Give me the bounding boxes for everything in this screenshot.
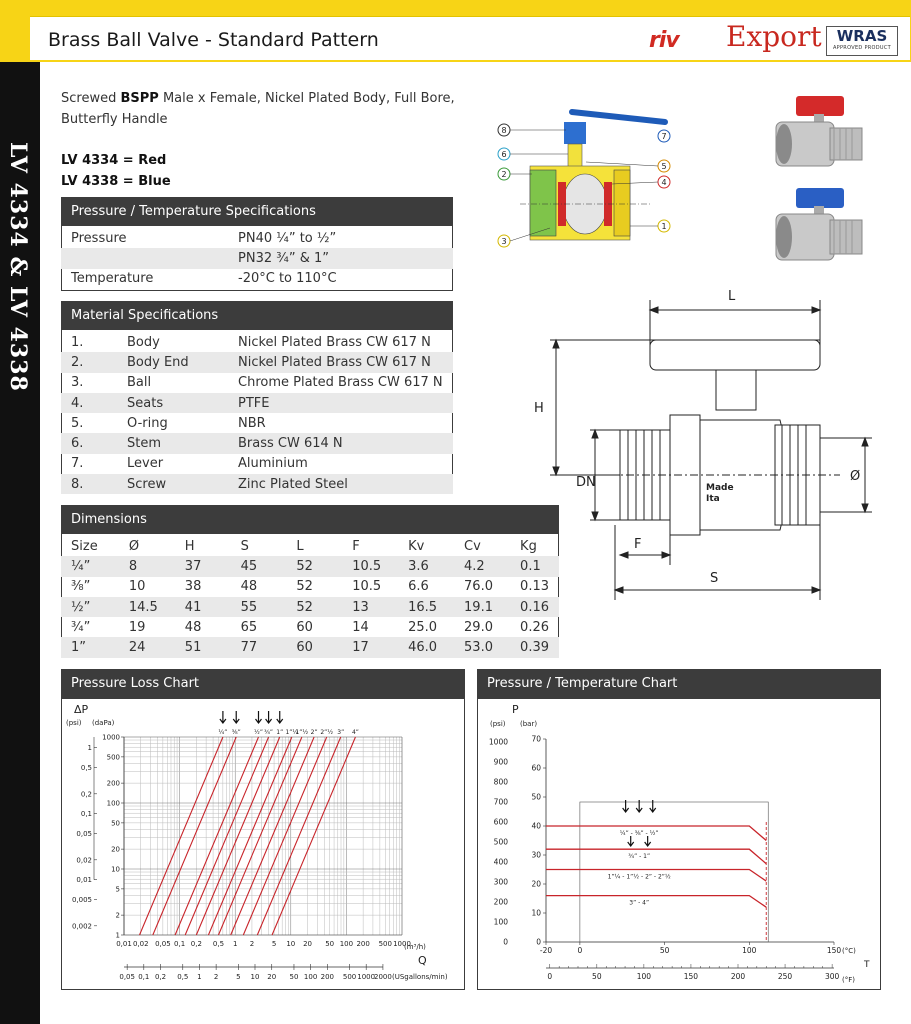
loss-series-line (257, 737, 340, 935)
loss-series-label: 2” (310, 729, 318, 736)
dimension-cell: 0.13 (520, 579, 549, 595)
loss-m3h-tick: 2 (249, 940, 255, 948)
lever-shape (572, 112, 665, 122)
pt-celsius-tick: 100 (742, 946, 757, 955)
product-description (61, 88, 461, 130)
body-end-shape (530, 170, 556, 236)
pressure-value: PN40 ¼” to ½” (238, 230, 337, 246)
material-spec-heading: Material Specifications (61, 301, 453, 330)
loss-usg-tick: 1 (197, 973, 202, 981)
pt-psi-tick: 500 (493, 837, 508, 847)
material-cell-num: 3. (71, 375, 84, 391)
loss-m3h-tick: 100 (339, 940, 354, 948)
dim-label-s: S (710, 571, 719, 586)
table-row (61, 393, 453, 413)
column-header: L (296, 538, 304, 554)
table-row (61, 248, 453, 268)
pressure-loss-heading: Pressure Loss Chart (61, 669, 465, 698)
loss-series-label: 2”½ (320, 729, 334, 736)
loss-series-label: ¼” (218, 729, 228, 736)
callout-7: 7 (661, 132, 667, 141)
loss-m3h-tick: 0,01 (116, 940, 132, 948)
desc-suffix: Male x Female, Nickel Plated Body, Full Bore, Butterfly Handle (61, 91, 455, 127)
pt-bar-tick: 20 (531, 879, 541, 889)
material-cell-material: Brass CW 614 N (228, 433, 453, 453)
dimension-cell: 10.5 (352, 579, 382, 595)
dimension-cell: 14 (352, 619, 369, 635)
callout-4: 4 (661, 178, 667, 187)
export-logo: Export (726, 20, 822, 53)
loss-usg-tick: 200 (320, 973, 335, 981)
temperature-value: -20°C to 110°C (238, 271, 337, 287)
callout-2: 2 (501, 170, 507, 179)
table-row (61, 269, 453, 289)
page-title: Brass Ball Valve - Standard Pattern (48, 29, 379, 51)
down-arrow-icon (266, 711, 272, 723)
table-row (61, 597, 559, 617)
material-cell-part: Seats (117, 393, 228, 413)
table-row (61, 454, 453, 474)
dimension-cell: 0.26 (520, 619, 549, 635)
riv-logo: riv (649, 28, 679, 53)
dimension-drawing (520, 280, 900, 610)
italy-stamp: Ita (706, 494, 720, 504)
pressure-label-2 (61, 248, 228, 268)
pressure-loss-frame (61, 698, 465, 990)
dimension-cell: 41 (175, 597, 231, 617)
pt-psi-tick: 700 (493, 797, 508, 807)
loss-m3h-tick: 200 (356, 940, 370, 948)
column-header: Size (71, 538, 98, 554)
loss-psi-tick: 0,01 (76, 876, 92, 885)
pt-bar-tick: 10 (531, 908, 541, 918)
pt-ylabel: P (512, 703, 519, 716)
wras-badge (826, 26, 898, 56)
pressure-loss-chart (62, 699, 464, 989)
pressure-label: Pressure (71, 230, 127, 246)
model-list (61, 150, 171, 192)
table-row (61, 352, 453, 372)
pt-fahrenheit-tick: 100 (636, 972, 652, 981)
material-cell-part: Lever (127, 456, 164, 472)
dimension-cell: 8 (119, 556, 175, 576)
material-cell-material: Chrome Plated Brass CW 617 N (238, 375, 443, 391)
loss-dapa-tick: 1000 (102, 733, 120, 742)
blue-valve-photo (770, 184, 870, 268)
dim-label-dn: DN (576, 475, 596, 490)
loss-usg-tick: 100 (303, 973, 318, 981)
pt-series-label: 3” - 4” (629, 899, 650, 907)
pt-bar-tick: 40 (531, 821, 541, 831)
pt-celsius-tick: 150 (826, 946, 842, 955)
pt-series-label: ¼” - ⅜” - ½” (619, 830, 659, 837)
loss-m3h-tick: 50 (325, 940, 335, 948)
column-header: Cv (464, 538, 481, 554)
red-handle (796, 96, 844, 116)
loss-series-label: 4” (351, 729, 359, 736)
dimension-cell: 10 (128, 579, 146, 595)
loss-psi-tick: 0,5 (80, 764, 92, 773)
pt-psi-tick: 300 (493, 877, 508, 887)
loss-usg-tick: 0,05 (119, 973, 135, 981)
loss-series-label: 3” (337, 729, 345, 736)
loss-xunit-usg: (USgallons/min) (392, 973, 448, 981)
table-header-row (61, 536, 559, 556)
loss-dapa-tick: 100 (106, 799, 120, 808)
material-cell-material: Nickel Plated Brass CW 617 N (238, 334, 431, 350)
loss-yunit-psi: (psi) (66, 719, 82, 727)
table-row (61, 617, 559, 637)
callout-5: 5 (661, 162, 667, 171)
loss-usg-tick: 50 (289, 973, 299, 981)
dim-label-f: F (634, 537, 642, 552)
dimension-cell: 0.1 (510, 556, 559, 576)
loss-series-line (218, 737, 301, 935)
material-cell-part: O-ring (127, 415, 168, 431)
dimension-cell: 52 (296, 579, 313, 595)
pt-xunit-f: (°F) (842, 976, 855, 984)
pt-fahrenheit-tick: 0 (547, 972, 553, 981)
column-header: Kv (408, 538, 425, 554)
material-cell-material: PTFE (228, 393, 453, 413)
dimension-cell: 38 (184, 579, 202, 595)
table-row (61, 332, 453, 352)
pressure-temp-frame (477, 698, 881, 990)
loss-usg-tick: 0,1 (138, 973, 150, 981)
material-cell-part: Body End (117, 352, 228, 372)
pt-psi-tick: 900 (493, 757, 508, 767)
dimension-cell: ½” (61, 597, 119, 617)
loss-xlabel: Q (418, 954, 427, 967)
pressure-spec-heading: Pressure / Temperature Specifications (61, 197, 453, 226)
pt-fahrenheit-tick: 300 (824, 972, 840, 981)
loss-series-line (139, 737, 222, 935)
loss-xunit-m3h: (m³/h) (404, 943, 426, 951)
pt-series-label: 1”¼ - 1”½ - 2” - 2”½ (607, 873, 671, 881)
material-cell-num: 6. (61, 433, 117, 453)
dimension-cell: 53.0 (454, 637, 510, 657)
dimension-cell: 76.0 (464, 579, 493, 595)
made-stamp: Made (706, 483, 734, 493)
pt-celsius-tick: -20 (539, 946, 553, 955)
loss-dapa-tick: 20 (111, 845, 120, 854)
loss-yunit-dapa: (daPa) (92, 719, 115, 727)
dimension-cell: 77 (231, 637, 287, 657)
loss-m3h-tick: 500 (378, 940, 392, 948)
loss-series-label: 1”¼ (285, 729, 299, 736)
material-cell-part: Ball (127, 375, 152, 391)
loss-series-label: ½” (254, 729, 263, 736)
callout-3: 3 (501, 237, 507, 246)
temperature-label: Temperature (71, 271, 154, 287)
red-valve-photo (770, 92, 870, 172)
pressure-value-2: PN32 ¾” & 1” (228, 248, 453, 268)
down-arrow-icon (233, 711, 239, 723)
loss-usg-tick: 20 (267, 973, 277, 981)
material-cell-num: 7. (71, 456, 84, 472)
down-arrow-icon (220, 711, 226, 723)
dimension-cell: 45 (231, 556, 287, 576)
loss-usg-tick: 5 (236, 973, 241, 981)
material-cell-num: 5. (71, 415, 84, 431)
dimensions-table (61, 536, 559, 658)
pt-bar-tick: 60 (531, 763, 541, 773)
dimension-cell: 60 (296, 619, 313, 635)
loss-series-line (196, 737, 279, 935)
loss-m3h-tick: 0,1 (174, 940, 186, 948)
desc-bold: BSPP (120, 91, 159, 106)
dimension-cell: ¾” (71, 619, 91, 635)
dimension-cell: 25.0 (408, 619, 438, 635)
loss-usg-tick: 0,5 (177, 973, 189, 981)
dimension-cell: 60 (286, 637, 342, 657)
model-blue: LV 4338 = Blue (61, 174, 171, 189)
sidebar (0, 62, 40, 1024)
valve-section-diagram (490, 100, 680, 260)
dimension-cell: 17 (342, 637, 398, 657)
loss-m3h-tick: 1 (232, 940, 238, 948)
pt-fahrenheit-tick: 50 (592, 972, 602, 981)
loss-series-line (153, 737, 236, 935)
loss-psi-tick: 0,1 (80, 810, 92, 819)
dim-label-l: L (728, 289, 736, 304)
dimension-cell: 13 (342, 597, 398, 617)
material-cell-num: 2. (61, 352, 117, 372)
table-row (61, 413, 453, 433)
loss-usg-tick: 2000 (374, 973, 392, 981)
pressure-temp-chart (478, 699, 880, 989)
stem-nut-shape (564, 122, 586, 144)
pt-psi-tick: 400 (493, 857, 508, 867)
pt-fahrenheit-tick: 200 (730, 972, 746, 981)
table-row (61, 373, 453, 393)
loss-ylabel: ΔP (74, 703, 89, 716)
column-header: Kg (520, 538, 537, 554)
column-header: Ø (128, 538, 140, 554)
loss-m3h-tick: 5 (271, 940, 277, 948)
loss-usg-tick: 500 (342, 973, 357, 981)
loss-usg-tick: 10 (250, 973, 260, 981)
loss-psi-tick: 1 (87, 744, 92, 753)
pt-series-line (546, 896, 766, 908)
table-row (61, 577, 559, 597)
dimension-cell: 6.6 (408, 579, 429, 595)
table-row (61, 433, 453, 453)
dimension-cell: 1” (61, 637, 119, 657)
dimension-cell: 52 (286, 556, 342, 576)
pt-xunit-c: (°C) (842, 947, 856, 955)
dimension-cell: 16.5 (398, 597, 454, 617)
loss-series-line (175, 737, 258, 935)
loss-m3h-tick: 10 (286, 940, 296, 948)
dimension-cell: 24 (119, 637, 175, 657)
loss-dapa-tick: 2 (115, 911, 120, 920)
pt-yunit-psi: (psi) (490, 720, 506, 728)
loss-m3h-tick: 0,5 (212, 940, 225, 948)
material-cell-material: Aluminium (238, 456, 308, 472)
loss-usg-tick: 0,2 (154, 973, 167, 981)
dimension-cell: 48 (240, 579, 258, 595)
pt-celsius-tick: 0 (577, 946, 583, 955)
model-red: LV 4334 = Red (61, 153, 167, 168)
loss-m3h-tick: 0,02 (132, 940, 149, 948)
body-right-shape (614, 170, 630, 236)
dimension-cell: 0.39 (510, 637, 559, 657)
dim-label-diameter: Ø (850, 469, 861, 484)
pt-series-label: ¾” - 1” (628, 853, 651, 861)
table-row (61, 474, 453, 494)
dim-label-h: H (534, 401, 544, 416)
dimension-cell: 19 (128, 619, 146, 635)
loss-psi-tick: 0,05 (76, 830, 92, 839)
material-cell-part: Screw (117, 474, 228, 494)
loss-psi-tick: 0,02 (76, 856, 92, 865)
loss-m3h-tick: 1000 (393, 940, 411, 948)
wras-label: WRAS (836, 27, 888, 45)
loss-series-label: 1”½ (295, 729, 309, 736)
pt-series-line (546, 849, 766, 864)
wras-sub-label: APPROVED PRODUCT (832, 45, 892, 51)
loss-dapa-tick: 1 (115, 931, 120, 940)
material-cell-material: Nickel Plated Brass CW 617 N (228, 352, 453, 372)
table-row (61, 637, 559, 657)
material-cell-material: NBR (238, 415, 266, 431)
pressure-temp-heading: Pressure / Temperature Chart (477, 669, 881, 698)
loss-series-label: ⅜” (231, 729, 241, 736)
pressure-spec-table (61, 228, 453, 289)
pt-psi-tick: 1000 (488, 737, 508, 747)
loss-series-line (208, 737, 291, 935)
loss-dapa-tick: 500 (106, 753, 120, 762)
down-arrow-icon (256, 711, 262, 723)
pt-fahrenheit-tick: 250 (777, 972, 793, 981)
material-cell-part: Stem (117, 433, 228, 453)
pt-celsius-tick: 50 (659, 946, 670, 955)
material-cell-num: 8. (61, 474, 117, 494)
loss-usg-tick: 2 (213, 973, 219, 981)
column-header: H (184, 538, 195, 554)
callout-6: 6 (501, 150, 507, 159)
material-cell-part: Body (127, 334, 160, 350)
dimension-cell: 48 (184, 619, 202, 635)
pt-xlabel: T (864, 960, 870, 970)
loss-series-line (231, 737, 314, 935)
loss-dapa-tick: 200 (106, 779, 120, 788)
dimension-cell: 3.6 (398, 556, 454, 576)
dimension-cell: 19.1 (454, 597, 510, 617)
callout-8: 8 (501, 126, 507, 135)
table-row (61, 556, 559, 576)
loss-m3h-tick: 20 (303, 940, 312, 948)
dimension-cell: 14.5 (119, 597, 175, 617)
pt-psi-tick: 800 (493, 777, 508, 787)
loss-series-label: 1” (276, 729, 284, 736)
table-row (61, 228, 453, 248)
dimension-cell: 4.2 (454, 556, 510, 576)
dimension-cell: 10.5 (342, 556, 398, 576)
pt-bar-tick: 0 (536, 937, 541, 947)
desc-prefix: Screwed (61, 91, 121, 106)
callout-1: 1 (661, 222, 667, 231)
loss-dapa-tick: 5 (115, 885, 120, 894)
column-header: S (240, 538, 249, 554)
dimension-cell: 46.0 (398, 637, 454, 657)
dimension-cell: 65 (240, 619, 258, 635)
material-cell-num: 4. (61, 393, 117, 413)
material-cell-material: Zinc Plated Steel (228, 474, 453, 494)
loss-psi-tick: 0,002 (71, 922, 92, 931)
pt-psi-tick: 0 (503, 937, 508, 947)
loss-m3h-tick: 0,2 (190, 940, 202, 948)
dimension-cell: 55 (231, 597, 287, 617)
down-arrow-icon (277, 711, 283, 723)
dimension-cell: 0.16 (510, 597, 559, 617)
down-arrow-icon (645, 836, 651, 846)
pt-bar-tick: 50 (531, 792, 541, 802)
loss-usg-tick: 1000 (357, 973, 376, 981)
pt-yunit-bar: (bar) (520, 720, 538, 728)
pt-fahrenheit-tick: 150 (683, 972, 699, 981)
down-arrow-icon (628, 836, 634, 846)
dimensions-heading: Dimensions (61, 505, 559, 534)
pt-bar-tick: 30 (531, 850, 541, 860)
loss-dapa-tick: 10 (111, 865, 120, 874)
dimension-cell: 37 (175, 556, 231, 576)
dimension-cell: ¼” (61, 556, 119, 576)
pt-psi-tick: 200 (493, 897, 508, 907)
material-cell-num: 1. (71, 334, 84, 350)
material-spec-table (61, 332, 453, 494)
pt-psi-tick: 600 (493, 817, 508, 827)
blue-handle (796, 188, 844, 208)
dimension-cell: 29.0 (464, 619, 493, 635)
dimension-cell: 51 (175, 637, 231, 657)
dimension-cell: ⅜” (71, 579, 91, 595)
sidebar-title: LV 4334 & LV 4338 (5, 142, 31, 392)
loss-psi-tick: 0,005 (71, 896, 92, 905)
pt-bar-tick: 70 (531, 734, 541, 744)
dimension-cell: 52 (286, 597, 342, 617)
column-header: F (352, 538, 360, 554)
pt-psi-tick: 100 (493, 917, 508, 927)
loss-series-label: ¾” (264, 729, 274, 736)
loss-psi-tick: 0,2 (80, 790, 92, 799)
loss-m3h-tick: 0,05 (155, 940, 171, 948)
loss-dapa-tick: 50 (111, 819, 120, 828)
